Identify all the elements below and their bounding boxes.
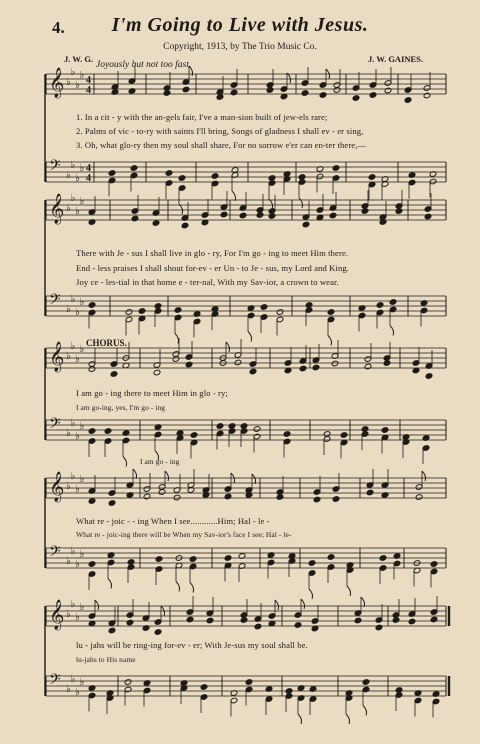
- note-head: [249, 368, 257, 375]
- note-head: [154, 629, 162, 636]
- note-flag: [361, 597, 365, 607]
- note-head: [216, 423, 224, 430]
- flat-sign: ♭: [79, 677, 85, 688]
- note-flag: [133, 469, 137, 479]
- flat-sign: ♭: [75, 559, 80, 570]
- note-flag: [269, 199, 273, 209]
- note-head: [333, 87, 341, 94]
- note-head: [383, 360, 391, 367]
- note-head: [312, 364, 320, 371]
- note-head: [108, 627, 116, 634]
- flat-sign: ♭: [79, 421, 85, 432]
- system-2-lyric-verse-1: There with Je - sus I shall live in glo - ry, For I'm go - ing to meet Him there.: [76, 248, 349, 258]
- note-head: [366, 489, 374, 496]
- note-head: [369, 92, 377, 99]
- note-head: [230, 89, 238, 96]
- system-4-lyric-soprano: What re - joic - - ing When I see............Him; Hal - le -: [76, 516, 270, 526]
- note-head: [88, 561, 96, 568]
- flat-sign: ♭: [79, 602, 85, 613]
- note-head: [381, 427, 389, 434]
- note-head: [224, 493, 232, 500]
- system-2-lyric-verse-3: Joy ce - les-tial in that home e - ter-nal, With my Sav-ior, a crown to wear.: [76, 277, 339, 287]
- note-flag: [175, 334, 179, 344]
- note-head: [88, 366, 96, 373]
- system-4-lyric-alto: What re - joic-ing there will be When my Sav-ior's face I see; Hal - le-: [76, 530, 292, 539]
- treble-clef: 𝄞: [49, 194, 65, 224]
- note-head: [368, 174, 376, 181]
- flat-sign: ♭: [75, 484, 80, 495]
- note-flag: [299, 198, 303, 208]
- note-head: [430, 616, 438, 623]
- note-head: [173, 494, 181, 501]
- note-head: [131, 215, 139, 222]
- flat-sign: ♭: [66, 203, 71, 214]
- system-1-lyric-verse-1: 1. In a cit - y with the an-gels fair, I've a man-sion built of jew-els rare;: [76, 112, 328, 122]
- chorus-label: CHORUS.: [86, 338, 127, 348]
- note-head: [376, 302, 384, 309]
- note-head: [181, 222, 189, 229]
- hymn-title: I'm Going to Live with Jesus.: [111, 14, 369, 36]
- note-flag: [248, 332, 252, 342]
- flat-sign: ♭: [75, 173, 80, 184]
- note-head: [425, 373, 433, 380]
- flat-sign: ♭: [66, 304, 71, 315]
- note-flag: [252, 474, 256, 484]
- time-signature: 4: [86, 75, 91, 86]
- note-flag: [179, 204, 183, 214]
- music-author: J. W. GAINES.: [368, 54, 424, 64]
- note-flag: [176, 582, 180, 592]
- flat-sign: ♭: [79, 344, 85, 355]
- note-flag: [390, 326, 394, 336]
- system-5-lyric-alto: lu-jahs to His name: [76, 655, 136, 664]
- treble-clef: 𝄞: [49, 600, 65, 630]
- time-signature: 4: [86, 173, 91, 184]
- system-2-lyric-verse-2: End - less praises I shall shout for-ev - er Un - to Je - sus, my Lord and King.: [76, 263, 349, 273]
- flat-sign: ♭: [70, 294, 76, 305]
- note-head: [430, 561, 438, 568]
- note-flag: [108, 579, 112, 589]
- flat-sign: ♭: [75, 612, 80, 623]
- treble-clef: 𝄞: [49, 472, 65, 502]
- note-head: [185, 361, 193, 368]
- chorus-lyric-alto: I am go-ing, yes, I'm go - ing: [76, 403, 166, 412]
- flat-sign: ♭: [79, 163, 85, 174]
- note-flag: [232, 191, 236, 201]
- flat-sign: ♭: [66, 684, 71, 695]
- note-head: [234, 359, 242, 366]
- system-1-lyric-verse-3: 3. Oh, what glo-ry then my soul shall share, For no sorrow e'er can en-ter there,—: [76, 140, 367, 150]
- note-head: [268, 213, 276, 220]
- note-flag: [287, 73, 291, 83]
- note-head: [110, 371, 118, 378]
- note-head: [253, 426, 261, 433]
- note-head: [379, 555, 387, 562]
- note-flag: [123, 457, 127, 467]
- note-flag: [275, 600, 279, 610]
- note-head: [224, 555, 232, 562]
- note-head: [276, 309, 284, 316]
- note-head: [276, 494, 284, 501]
- treble-clef: 𝄞: [49, 68, 65, 98]
- note-flag: [165, 471, 169, 481]
- note-head: [153, 369, 161, 376]
- note-head: [308, 560, 316, 567]
- note-head: [329, 212, 337, 219]
- note-head: [206, 617, 214, 624]
- note-head: [294, 622, 302, 629]
- chorus-lyric-bass: I am go - ing: [140, 457, 180, 466]
- note-head: [155, 556, 163, 563]
- note-head: [302, 221, 310, 228]
- note-head: [254, 623, 262, 630]
- note-head: [392, 617, 400, 624]
- note-head: [283, 431, 291, 438]
- note-head: [126, 619, 134, 626]
- note-head: [108, 500, 116, 507]
- note-flag: [346, 714, 350, 724]
- note-flag: [347, 586, 351, 596]
- note-head: [182, 86, 190, 93]
- note-head: [260, 304, 268, 311]
- note-head: [138, 308, 146, 315]
- note-head: [331, 360, 339, 367]
- page-number: 4.: [52, 18, 65, 37]
- note-head: [216, 94, 224, 101]
- flat-sign: ♭: [79, 474, 85, 485]
- flat-sign: ♭: [75, 80, 80, 91]
- note-head: [174, 307, 182, 314]
- note-head: [124, 679, 132, 686]
- treble-clef: 𝄞: [49, 342, 65, 372]
- note-head: [211, 173, 219, 180]
- note-head: [186, 616, 194, 623]
- note-head: [256, 212, 264, 219]
- flat-sign: ♭: [66, 428, 71, 439]
- note-flag: [298, 714, 302, 724]
- note-head: [88, 302, 96, 309]
- flat-sign: ♭: [79, 196, 85, 207]
- flat-sign: ♭: [66, 609, 71, 620]
- note-head: [143, 493, 151, 500]
- flat-sign: ♭: [66, 556, 71, 567]
- note-head: [384, 87, 392, 94]
- bass-clef: 𝄢: [49, 543, 61, 564]
- system-5-lyric-soprano: lu - jahs will be ring-ing for-ev - er; With Je-sus my soul shall be.: [76, 640, 308, 650]
- note-flag: [422, 471, 426, 481]
- note-head: [158, 489, 166, 496]
- note-head: [319, 92, 327, 99]
- flat-sign: ♭: [70, 546, 76, 557]
- note-head: [88, 498, 96, 505]
- flat-sign: ♭: [75, 307, 80, 318]
- note-head: [172, 356, 180, 363]
- note-head: [163, 90, 171, 97]
- flat-sign: ♭: [66, 481, 71, 492]
- bass-clef: 𝄢: [49, 291, 61, 312]
- note-head: [299, 365, 307, 372]
- note-head: [240, 617, 248, 624]
- note-head: [404, 97, 412, 104]
- tempo-marking: Joyously but not too fast.: [96, 60, 192, 70]
- flat-sign: ♭: [70, 193, 76, 204]
- flat-sign: ♭: [75, 206, 80, 217]
- note-head: [239, 212, 247, 219]
- flat-sign: ♭: [66, 77, 71, 88]
- note-head: [178, 175, 186, 182]
- note-head: [266, 87, 274, 94]
- note-head: [361, 208, 369, 215]
- flat-sign: ♭: [75, 431, 80, 442]
- flat-sign: ♭: [79, 549, 85, 560]
- note-head: [165, 170, 173, 177]
- time-signature: 4: [86, 163, 91, 174]
- bass-clef: 𝄢: [49, 157, 61, 178]
- note-head: [220, 211, 228, 218]
- note-head: [354, 617, 362, 624]
- note-head: [313, 496, 321, 503]
- chorus-lyric-soprano: I am go - ing there to meet Him in glo - ry;: [76, 388, 228, 398]
- flat-sign: ♭: [70, 471, 76, 482]
- note-head: [88, 428, 96, 435]
- note-head: [108, 170, 116, 177]
- flat-sign: ♭: [70, 67, 76, 78]
- system-1-lyric-verse-2: 2. Palms of vic - to-ry with saints I'll bring, Songs of gladness I shall ev - er sing,: [76, 126, 364, 136]
- note-head: [130, 165, 138, 172]
- note-head: [332, 165, 340, 172]
- flat-sign: ♭: [79, 70, 85, 81]
- note-head: [395, 208, 403, 215]
- note-head: [200, 684, 208, 691]
- note-head: [424, 213, 432, 220]
- bass-clef: 𝄢: [49, 415, 61, 436]
- note-flag: [189, 66, 193, 76]
- flat-sign: ♭: [79, 297, 85, 308]
- note-head: [190, 432, 198, 439]
- copyright-notice: Copyright, 1913, by The Trio Music Co.: [163, 42, 317, 52]
- note-head: [189, 556, 197, 563]
- note-head: [125, 309, 133, 316]
- note-flag: [309, 589, 313, 599]
- note-flag: [328, 336, 332, 346]
- note-head: [245, 679, 253, 686]
- note-head: [375, 624, 383, 631]
- note-head: [352, 95, 360, 102]
- note-flag: [95, 600, 99, 610]
- words-author: J. W. G.: [64, 54, 94, 64]
- flat-sign: ♭: [70, 674, 76, 685]
- note-head: [415, 494, 423, 501]
- note-head: [104, 428, 112, 435]
- flat-sign: ♭: [75, 354, 80, 365]
- flat-sign: ♭: [70, 599, 76, 610]
- note-head: [408, 618, 416, 625]
- flat-sign: ♭: [70, 160, 76, 171]
- note-flag: [301, 599, 305, 609]
- note-head: [340, 432, 348, 439]
- note-head: [301, 90, 309, 97]
- note-head: [327, 554, 335, 561]
- note-head: [389, 299, 397, 306]
- bass-clef: 𝄢: [49, 671, 61, 692]
- note-head: [362, 679, 370, 686]
- flat-sign: ♭: [66, 170, 71, 181]
- flat-sign: ♭: [70, 418, 76, 429]
- flat-sign: ♭: [75, 687, 80, 698]
- flat-sign: ♭: [66, 351, 71, 362]
- note-head: [364, 363, 372, 370]
- note-flag: [226, 342, 230, 352]
- flat-sign: ♭: [70, 341, 76, 352]
- note-head: [423, 92, 431, 99]
- note-flag: [190, 583, 194, 593]
- time-signature: 4: [86, 85, 91, 96]
- note-head: [327, 309, 335, 316]
- note-head: [332, 496, 340, 503]
- note-head: [152, 220, 160, 227]
- note-flag: [363, 706, 367, 716]
